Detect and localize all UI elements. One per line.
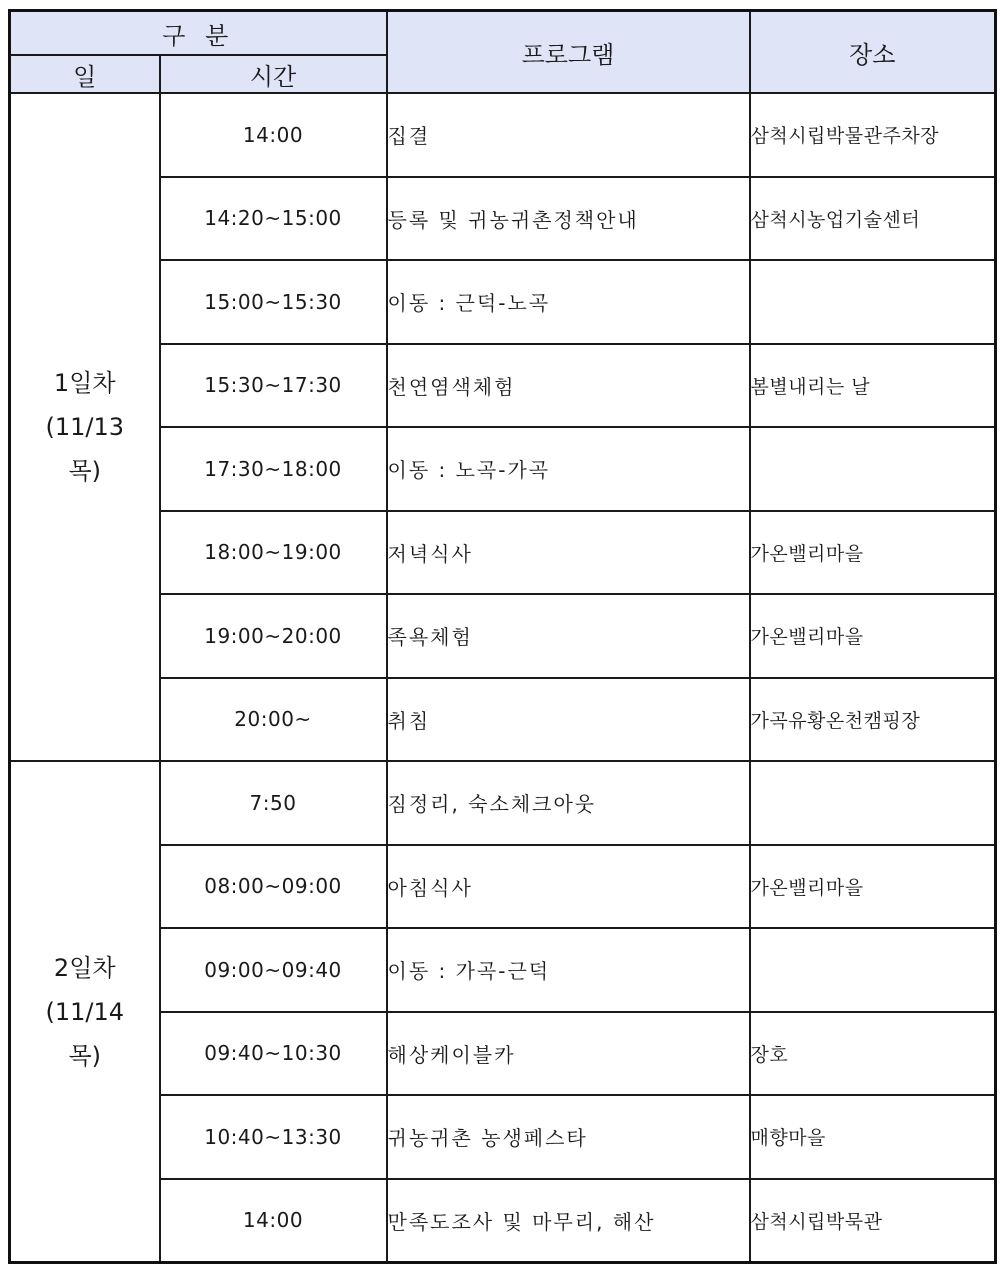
program-cell: 집결	[387, 93, 750, 177]
location-cell: 봄별내리는 날	[750, 344, 996, 428]
day-2-cell	[10, 761, 160, 1263]
header-location: 장소	[750, 11, 996, 94]
location-cell	[750, 260, 996, 344]
location-cell: 삼척시립박묵관	[750, 1179, 996, 1263]
program-cell: 해상케이블카	[387, 1012, 750, 1096]
location-cell: 삼척시농업기술센터	[750, 177, 996, 261]
day-label: 1일차	[53, 369, 116, 397]
program-cell: 취침	[387, 678, 750, 762]
time-cell: 10:40~13:30	[160, 1095, 387, 1179]
time-cell: 09:40~10:30	[160, 1012, 387, 1096]
day-weekday: 목)	[68, 1041, 102, 1070]
program-cell: 저녁식사	[387, 511, 750, 595]
time-cell: 14:00	[160, 1179, 387, 1263]
day-date: (11/13	[45, 413, 125, 441]
time-cell: 17:30~18:00	[160, 427, 387, 511]
location-cell: 가온밸리마을	[750, 594, 996, 678]
location-cell: 가곡유황온천캠핑장	[750, 678, 996, 762]
day-weekday: 목)	[68, 457, 102, 485]
table-row	[10, 93, 996, 177]
time-cell: 19:00~20:00	[160, 594, 387, 678]
program-cell: 이동 : 노곡-가곡	[387, 427, 750, 511]
header-day: 일	[10, 55, 160, 93]
time-cell: 15:00~15:30	[160, 260, 387, 344]
location-cell: 가온밸리마을	[750, 511, 996, 595]
time-cell: 15:30~17:30	[160, 344, 387, 428]
time-cell: 09:00~09:40	[160, 928, 387, 1012]
program-cell: 족욕체험	[387, 594, 750, 678]
header-group: 구 분	[10, 11, 387, 56]
location-cell	[750, 928, 996, 1012]
program-cell: 이동 : 근덕-노곡	[387, 260, 750, 344]
program-cell: 천연염색체험	[387, 344, 750, 428]
location-cell: 가온밸리마을	[750, 845, 996, 929]
time-cell: 14:00	[160, 93, 387, 177]
program-cell: 아침식사	[387, 845, 750, 929]
program-cell: 이동 : 가곡-근덕	[387, 928, 750, 1012]
time-cell: 18:00~19:00	[160, 511, 387, 595]
schedule-table	[8, 9, 997, 1264]
location-cell: 매향마을	[750, 1095, 996, 1179]
program-cell: 등록 및 귀농귀촌정책안내	[387, 177, 750, 261]
time-cell: 7:50	[160, 761, 387, 845]
table-row	[10, 761, 996, 845]
program-cell: 귀농귀촌 농생페스타	[387, 1095, 750, 1179]
program-cell: 짐정리, 숙소체크아웃	[387, 761, 750, 845]
header-program: 프로그램	[387, 11, 750, 94]
time-cell: 14:20~15:00	[160, 177, 387, 261]
day-1-cell	[10, 93, 160, 761]
time-cell: 20:00~	[160, 678, 387, 762]
location-cell: 장호	[750, 1012, 996, 1096]
header-time: 시간	[160, 55, 387, 93]
day-date: (11/14	[45, 997, 125, 1026]
location-cell	[750, 761, 996, 845]
location-cell: 삼척시립박물관주차장	[750, 93, 996, 177]
program-cell: 만족도조사 및 마무리, 해산	[387, 1179, 750, 1263]
time-cell: 08:00~09:00	[160, 845, 387, 929]
location-cell	[750, 427, 996, 511]
day-label: 2일차	[53, 953, 116, 982]
